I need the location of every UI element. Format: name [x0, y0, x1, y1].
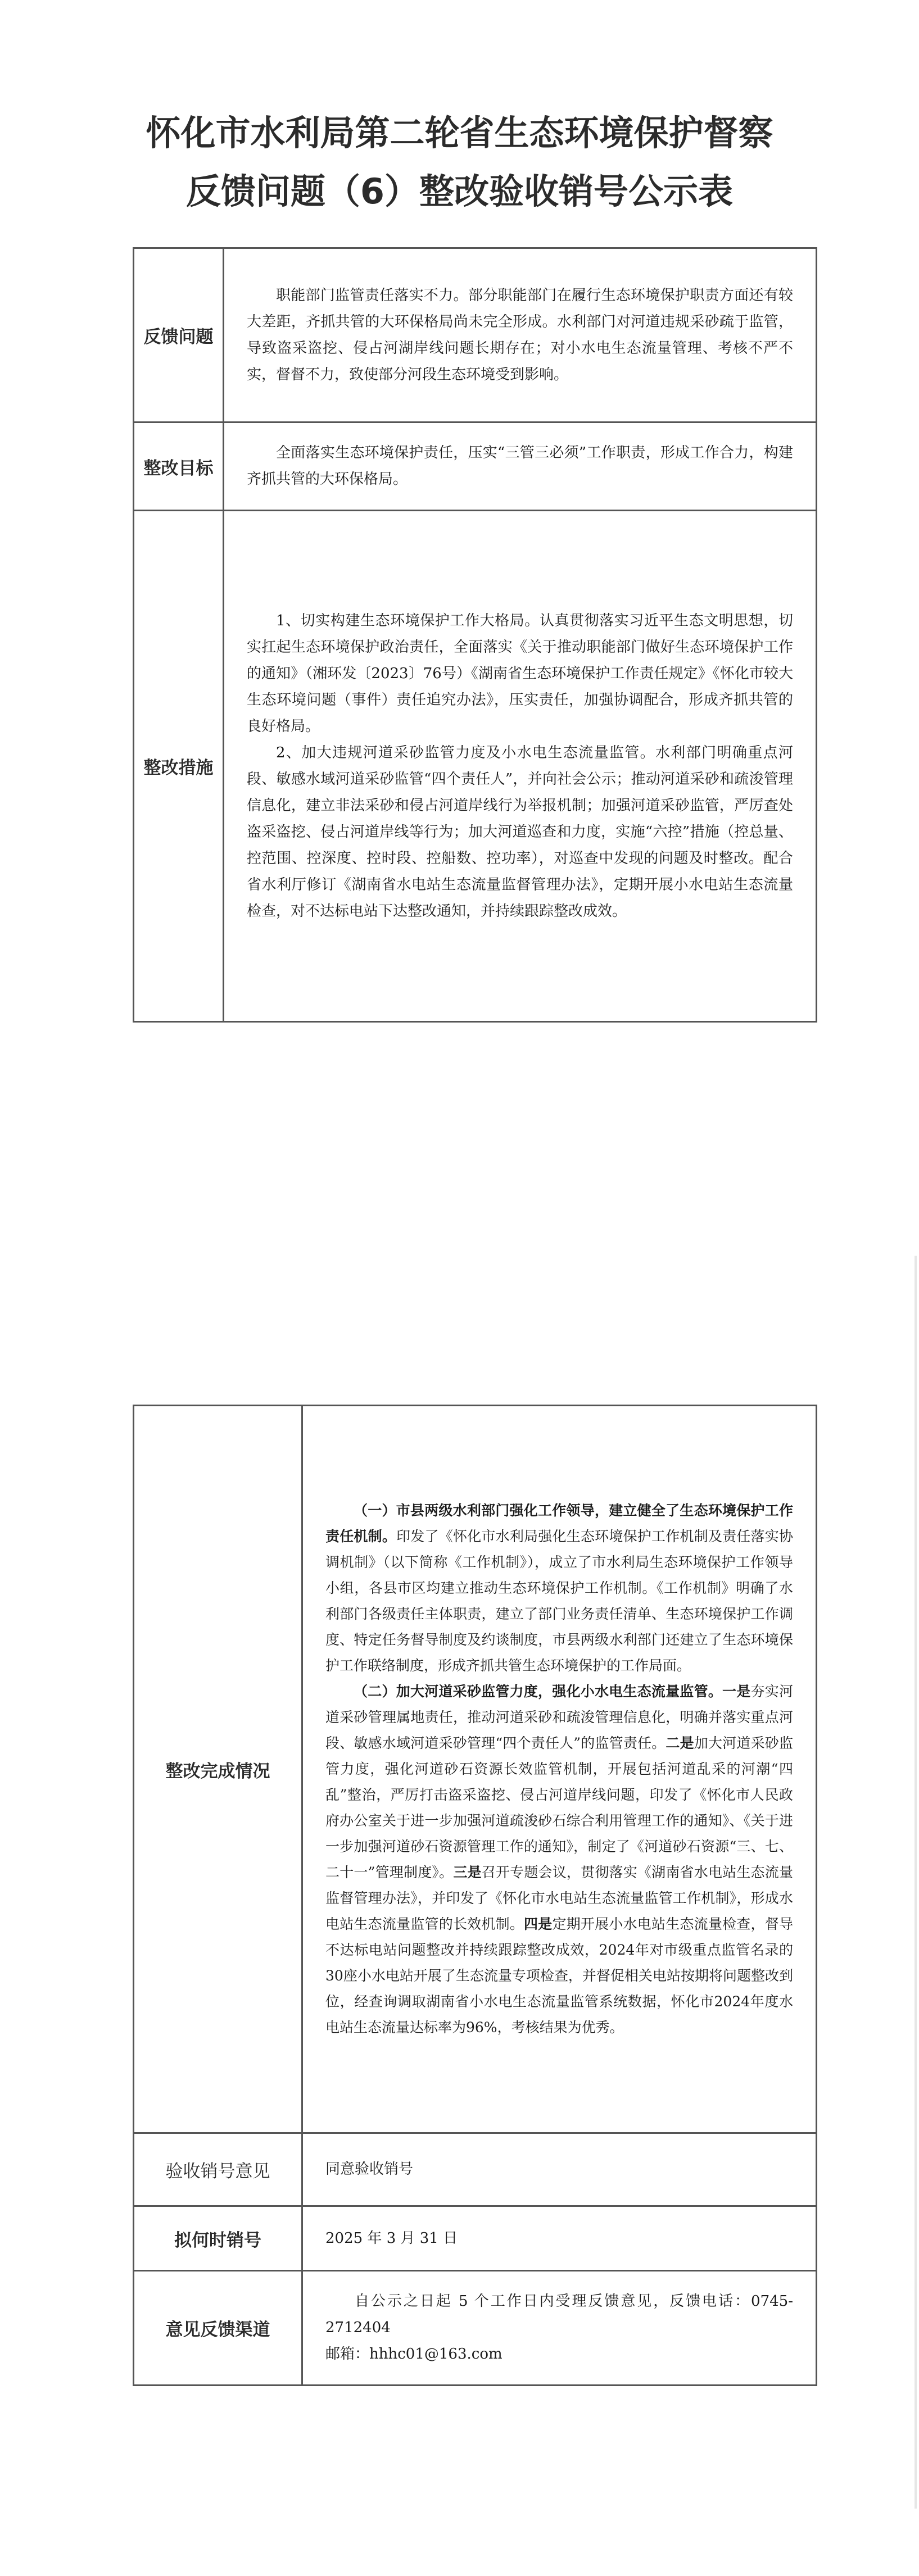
problem-text: 职能部门监管责任落实不力。部分职能部门在履行生态环境保护职责方面还有较大差距，齐抓共管的大环保格局尚未完全形成。水利部门对河道违规采砂疏于监管，导致盗采盗挖、侵占河湖岸线问题长期存在；对小水电生态流量管理、考核不严不实，督督不力，致使部分河段生态环境受到影响。	[247, 287, 793, 383]
label-date: 拟何时销号	[134, 2206, 302, 2271]
measures-p2: 2、加大违规河道采砂监管力度及小水电生态流量监管。水利部门明确重点河段、敏感水域河道采砂监管“四个责任人”，并向社会公示；推动河道采砂和疏浚管理信息化，建立非法采砂和侵占河道岸线行为举报机制；加强河道采砂监管，严厉查处盗采盗挖、侵占河道岸线等行为；加大河道巡查和力度，实施“六控”措施（控总量、控范围、控深度、控时段、控船数、控功率），对巡查中发现的问题及时整改。配合省水利厅修订《湖南省水电站生态流量监督管理办法》，定期开展小水电站生态流量检查，对不达标电站下达整改通知，并持续跟踪整改成效。	[247, 744, 793, 920]
date-text: 2025 年 3 月 31 日	[325, 2229, 458, 2247]
label-feedback-channel: 意见反馈渠道	[134, 2271, 302, 2386]
content-feedback-problem	[224, 248, 817, 422]
label-acceptance: 验收销号意见	[134, 2133, 302, 2206]
content-measures	[224, 511, 817, 1022]
rectification-table-page-2	[133, 1405, 817, 2386]
label-measures: 整改措施	[134, 511, 224, 1022]
row-feedback-problem	[134, 248, 817, 422]
content-acceptance	[302, 2133, 817, 2206]
feedback-line-1: 自公示之日起 5 个工作日内受理反馈意见，反馈电话：0745-2712404	[325, 2293, 793, 2336]
section-2-text-2: 加大河道采砂监管力度，强化河道砂石资源长效监管机制，开展包括河道乱采的河潮“四乱”整治，严厉打击盗采盗挖、侵占河道岸线问题，印发了《怀化市人民政府办公室关于进一步加强河道疏浚砂石综合利用管理工作的通知》、《关于进一步加强河道砂石资源管理工作的通知》，制定了《河道砂石资源“三、七、二十一”管理制度》。	[325, 1735, 793, 1880]
row-acceptance	[134, 2133, 817, 2206]
rectification-table-page-1	[133, 247, 817, 1023]
acceptance-text: 同意验收销号	[325, 2161, 414, 2178]
section-2-text-3: 召开专题会议，贯彻落实《湖南省水电站生态流量监督管理办法》，并印发了《怀化市水电站生态流量监管工作机制》，形成水电站生态流量监管的长效机制。	[325, 1864, 793, 1932]
measures-p1: 1、切实构建生态环境保护工作大格局。认真贯彻落实习近平生态文明思想，切实扛起生态环境保护政治责任，全面落实《关于推动职能部门做好生态环境保护工作的通知》（湘环发〔2023〕76号）《湖南省生态环境保护工作责任规定》《怀化市较大生态环境问题（事件）责任追究办法》，压实责任，加强协调配合，形成齐抓共管的良好格局。	[247, 612, 793, 735]
section-2-key-2: 二是	[666, 1735, 694, 1751]
content-completion	[302, 1406, 817, 2133]
row-date	[134, 2206, 817, 2271]
scrollbar-track[interactable]	[915, 1256, 917, 2509]
page-title	[0, 104, 919, 221]
content-goal	[224, 422, 817, 511]
goal-text: 全面落实生态环境保护责任，压实“三管三必须”工作职责，形成工作合力，构建齐抓共管的大环保格局。	[247, 444, 793, 488]
section-1-heading: （一）市县两级水利部门强化工作领导，建立健全了生态环境保护工作责任机制。	[325, 1502, 793, 1544]
label-feedback-problem: 反馈问题	[134, 248, 224, 422]
title-line-1: 怀化市水利局第二轮省生态环境保护督察	[146, 112, 773, 153]
row-goal	[134, 422, 817, 511]
completion-section-2	[325, 1679, 793, 2041]
row-feedback-channel	[134, 2271, 817, 2386]
section-2-text-1: 夯实河道采砂管理属地责任，推动河道采砂和疏浚管理信息化，明确并落实重点河段、敏感水域河道采砂管理“四个责任人”的监管责任。	[325, 1683, 793, 1751]
content-feedback-channel	[302, 2271, 817, 2386]
content-date	[302, 2206, 817, 2271]
label-goal: 整改目标	[134, 422, 224, 511]
feedback-line-2: 邮箱：hhhc01@163.com	[325, 2346, 502, 2363]
section-2-key-1: 一是	[722, 1683, 751, 1700]
section-2-key-4: 四是	[524, 1916, 553, 1932]
row-completion	[134, 1406, 817, 2133]
label-completion: 整改完成情况	[134, 1406, 302, 2133]
title-line-2: 反馈问题（6）整改验收销号公示表	[185, 171, 734, 212]
section-2-heading: （二）加大河道采砂监管力度，强化小水电生态流量监管。	[354, 1683, 723, 1700]
section-2-key-3: 三是	[453, 1864, 482, 1880]
section-2-text-4: 定期开展小水电站生态流量检查，督导不达标电站问题整改并持续跟踪整改成效，2024年对市级重点监管名录的30座小水电站开展了生态流量专项检查，并督促相关电站按期将问题整改到位，经查询调取湖南省小水电生态流量监管系统数据，怀化市2024年度水电站生态流量达标率为96%，考核结果为优秀。	[325, 1916, 793, 2036]
row-measures	[134, 511, 817, 1022]
section-1-text: 印发了《怀化市水利局强化生态环境保护工作机制及责任落实协调机制》（以下简称《工作机制》），成立了市水利局生态环境保护工作领导小组，各县市区均建立推动生态环境保护工作机制。《工作机制》明确了水利部门各级责任主体职责，建立了部门业务责任清单、生态环境保护工作调度、特定任务督导制度及约谈制度，市县两级水利部门还建立了生态环境保护工作联络制度，形成齐抓共管生态环境保护的工作局面。	[325, 1528, 793, 1674]
completion-section-1	[325, 1498, 793, 1679]
